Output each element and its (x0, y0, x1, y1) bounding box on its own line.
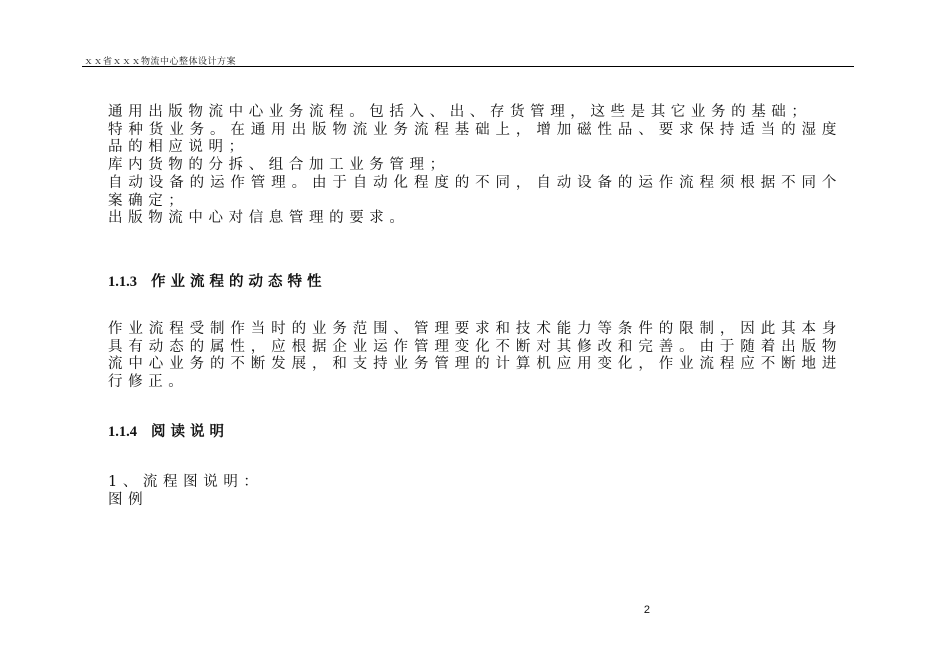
running-header: ｘｘ省ｘｘｘ物流中心整体设计方案 (84, 57, 237, 67)
header-divider (82, 66, 854, 67)
section-1-1-4-body (108, 474, 842, 509)
legend-label: 图例 (108, 491, 149, 508)
section-number: 1.1.4 (108, 424, 137, 440)
intro-item: 自动设备的运作管理。由于自动化程度的不同，自动设备的运作流程须根据不同个案确定； (108, 174, 842, 209)
intro-item: 出版物流中心对信息管理的要求。 (108, 210, 410, 227)
section-title: 阅读说明 (151, 424, 229, 440)
section-title: 作业流程的动态特性 (151, 274, 327, 290)
section-1-1-3-paragraph: 作业流程受制作当时的业务范围、管理要求和技术能力等条件的限制，因此其本身具有动态的属性，应根据企业运作管理变化不断对其修改和完善。由于随着出版物流中心业务的不断发展，和支持业务管理的计算机应用变化，作业流程应不断地进行修正。 (108, 321, 842, 391)
section-heading-1-1-4 (108, 420, 229, 441)
section-number: 1.1.3 (108, 274, 137, 290)
intro-item: 通用出版物流中心业务流程。包括入、出、存货管理，这些是其它业务的基础； (108, 104, 812, 120)
intro-list (108, 104, 842, 228)
page-number: 2 (643, 604, 650, 616)
intro-item: 特种货业务。在通用出版物流业务流程基础上，增加磁性品、要求保持适当的湿度品的相应说明； (108, 121, 842, 156)
section-heading-1-1-3 (108, 270, 327, 291)
flowchart-note: 1、流程图说明： (108, 474, 264, 490)
intro-item: 库内货物的分拆、组合加工业务管理； (108, 157, 450, 174)
